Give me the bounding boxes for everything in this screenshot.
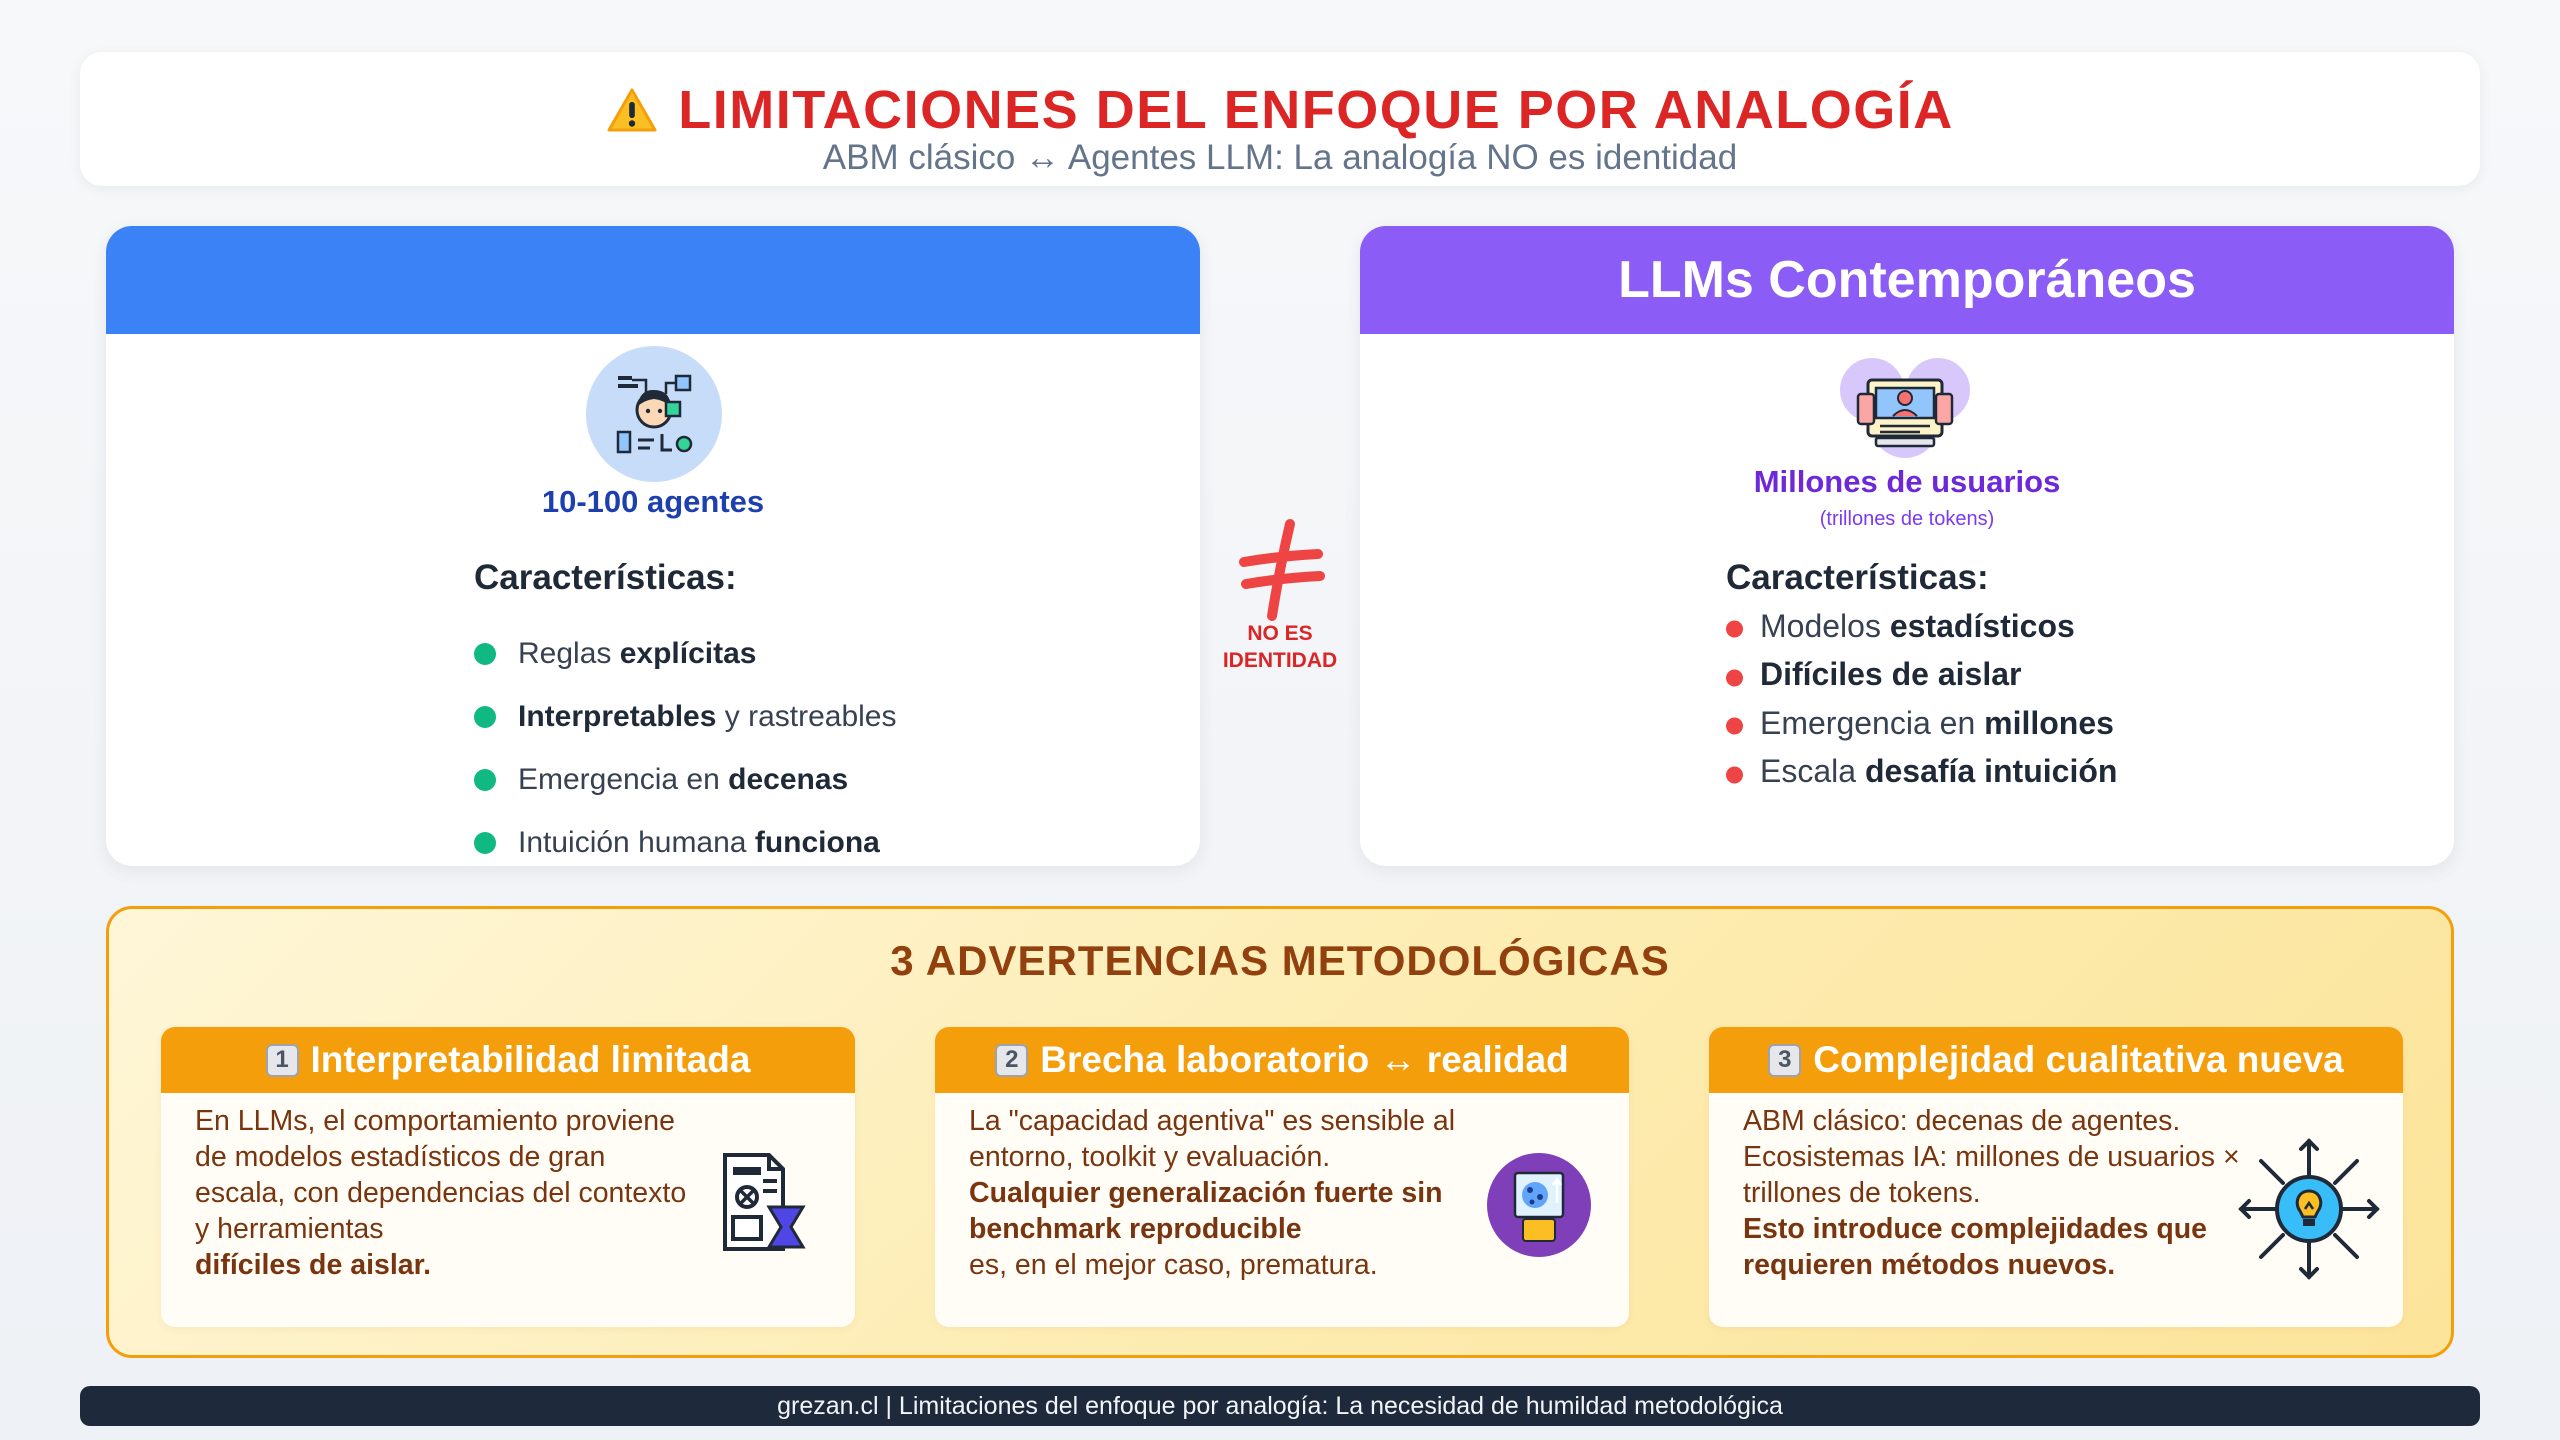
warnings-title: 3 ADVERTENCIAS METODOLÓGICAS xyxy=(890,937,1670,984)
characteristics-list xyxy=(474,622,896,866)
warning-card-lab-reality-gap xyxy=(935,1027,1629,1327)
footer-bar xyxy=(80,1386,2480,1426)
agent-network-icon xyxy=(586,346,722,482)
lab-screen-icon xyxy=(1485,1151,1593,1259)
llm-panel xyxy=(1360,226,2454,866)
warning-card-title: Complejidad cualitativa nueva xyxy=(1813,1039,2344,1080)
lightbulb-arrows-icon xyxy=(2237,1137,2381,1281)
header-card xyxy=(80,52,2480,186)
warning-icon xyxy=(606,87,658,133)
token-count-label: (trillones de tokens) xyxy=(1819,508,1995,530)
characteristics-title: Características: xyxy=(474,558,737,597)
warning-card-text: La "capacidad agentiva" es sensible al entorno, toolkit y evaluación. Cualquier generalización fuerte sin benchmark reproducible es, en el mejor caso, prematura. xyxy=(969,1105,1456,1281)
not-equal-icon xyxy=(1198,510,1362,630)
list-item: Reglas explícitas xyxy=(474,622,896,685)
agent-count-label: 10-100 agentes xyxy=(541,484,765,519)
warning-card-interpretability xyxy=(161,1027,855,1327)
page-subtitle: ABM clásico ↔ Agentes LLM: La analogía NO es identidad xyxy=(822,138,1738,177)
list-item: Escala desafía intuición xyxy=(1726,748,2117,797)
warning-card-text: ABM clásico: decenas de agentes. Ecosistemas IA: millones de usuarios × trillones de tokens. Esto introduce complejidades que requieren métodos nuevos. xyxy=(1743,1105,2240,1281)
users-network-icon xyxy=(1830,352,1980,464)
page-title: LIMITACIONES DEL ENFOQUE POR ANALOGÍA xyxy=(678,80,1954,140)
number-badge: 2 xyxy=(995,1044,1028,1077)
list-item: Difíciles de aislar xyxy=(1726,651,2117,700)
bullet-dot xyxy=(1726,718,1743,735)
bullet-dot xyxy=(1726,621,1743,638)
not-identity-label: NO ES IDENTIDAD xyxy=(1222,622,1338,672)
bullet-dot xyxy=(474,706,496,728)
list-item: Emergencia en millones xyxy=(1726,699,2117,748)
footer-text: grezan.cl | Limitaciones del enfoque por analogía: La necesidad de humildad metodológica xyxy=(777,1391,1783,1420)
characteristics-list xyxy=(1726,602,2117,796)
warning-card-title: Brecha laboratorio ↔ realidad xyxy=(1040,1039,1569,1080)
warning-card-title: Interpretabilidad limitada xyxy=(310,1039,751,1080)
warning-card-text: En LLMs, el comportamiento proviene de modelos estadísticos de gran escala, con dependencias del contexto y herramientas difíciles de aislar. xyxy=(195,1105,687,1281)
characteristics-title: Características: xyxy=(1726,558,1989,597)
list-item: Emergencia en decenas xyxy=(474,748,896,811)
llm-header-bar: LLMs Contemporáneos xyxy=(1360,226,2454,334)
number-badge: 1 xyxy=(266,1044,299,1077)
warning-card-header xyxy=(935,1027,1629,1093)
warning-card-header xyxy=(161,1027,855,1093)
warning-card-header xyxy=(1709,1027,2403,1093)
list-item: Intuición humana funciona xyxy=(474,811,896,866)
bullet-dot xyxy=(474,769,496,791)
document-hourglass-icon xyxy=(717,1151,809,1255)
warning-card-new-complexity xyxy=(1709,1027,2403,1327)
bullet-dot xyxy=(474,832,496,854)
classic-abm-panel xyxy=(106,226,1200,866)
bullet-dot xyxy=(1726,766,1743,783)
user-count-label: Millones de usuarios xyxy=(1753,464,2061,499)
classic-abm-header-bar xyxy=(106,226,1200,334)
methodological-warnings-box xyxy=(106,906,2454,1358)
title-row xyxy=(80,79,2480,141)
bullet-dot xyxy=(1726,669,1743,686)
list-item: Modelos estadísticos xyxy=(1726,602,2117,651)
bullet-dot xyxy=(474,643,496,665)
number-badge: 3 xyxy=(1768,1044,1801,1077)
list-item: Interpretables y rastreables xyxy=(474,685,896,748)
